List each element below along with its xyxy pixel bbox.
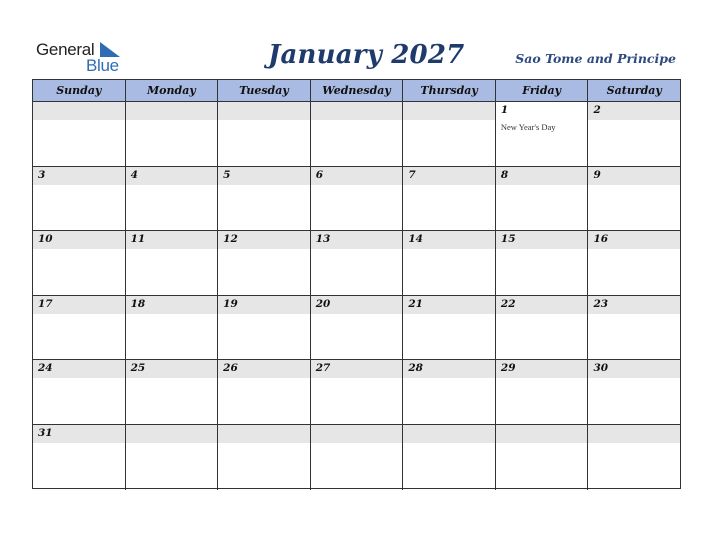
day-number-band	[311, 167, 403, 185]
week-row	[33, 167, 680, 232]
day-number: 12	[223, 233, 238, 246]
day-number: 7	[408, 168, 416, 181]
calendar-grid	[32, 79, 681, 489]
day-number-band	[218, 425, 310, 443]
week-row	[33, 102, 680, 167]
weekday-label: Tuesday	[218, 80, 311, 101]
logo-triangle-icon	[100, 42, 120, 57]
day-number-band	[496, 102, 588, 120]
day-cell[interactable]	[126, 360, 219, 424]
weekday-label: Sunday	[33, 80, 126, 101]
day-number: 9	[593, 168, 601, 181]
day-number-band	[403, 102, 495, 120]
day-cell[interactable]	[496, 425, 589, 490]
day-number: 17	[38, 297, 53, 310]
day-number: 3	[38, 168, 46, 181]
weeks-container	[33, 102, 680, 490]
day-number: 31	[38, 426, 53, 439]
day-cell[interactable]	[588, 167, 680, 231]
day-number-band	[496, 167, 588, 185]
week-row	[33, 360, 680, 425]
day-number-band	[33, 102, 125, 120]
day-cell[interactable]	[33, 360, 126, 424]
day-number-band	[588, 102, 680, 120]
day-cell[interactable]	[496, 296, 589, 360]
day-number-band	[588, 167, 680, 185]
day-cell[interactable]	[218, 167, 311, 231]
day-number: 28	[408, 362, 423, 375]
day-cell[interactable]	[126, 167, 219, 231]
day-number: 14	[408, 233, 423, 246]
weekday-label: Thursday	[403, 80, 496, 101]
day-cell[interactable]	[403, 167, 496, 231]
day-cell[interactable]	[218, 425, 311, 490]
day-cell[interactable]	[33, 102, 126, 166]
day-cell[interactable]	[126, 425, 219, 490]
day-cell[interactable]	[588, 360, 680, 424]
day-number-band	[403, 425, 495, 443]
day-number-band	[218, 167, 310, 185]
day-cell[interactable]	[126, 296, 219, 360]
day-number: 21	[408, 297, 423, 310]
day-cell[interactable]	[218, 360, 311, 424]
day-number: 4	[130, 168, 138, 181]
weekday-label: Wednesday	[311, 80, 404, 101]
country-name: Sao Tome and Principe	[515, 51, 676, 66]
logo	[36, 40, 136, 74]
day-number: 6	[315, 168, 324, 181]
day-cell[interactable]	[311, 231, 404, 295]
day-cell[interactable]	[33, 167, 126, 231]
day-cell[interactable]	[311, 296, 404, 360]
day-cell[interactable]	[33, 425, 126, 490]
day-number-band	[33, 167, 125, 185]
day-cell[interactable]	[311, 167, 404, 231]
day-cell[interactable]	[496, 167, 589, 231]
day-cell[interactable]	[588, 231, 680, 295]
day-cell[interactable]	[33, 231, 126, 295]
day-cell[interactable]	[311, 425, 404, 490]
holiday-label: New Year's Day	[500, 122, 556, 132]
day-cell[interactable]	[403, 360, 496, 424]
day-number-band	[311, 425, 403, 443]
day-number: 16	[593, 233, 609, 246]
day-number: 15	[500, 233, 516, 246]
day-cell[interactable]	[126, 102, 219, 166]
day-number: 23	[593, 297, 609, 310]
day-number: 30	[593, 362, 609, 375]
weekday-header	[33, 80, 680, 102]
day-number: 29	[500, 362, 516, 375]
logo-word-general: General	[36, 40, 95, 59]
day-number: 13	[315, 233, 331, 246]
day-number: 26	[223, 362, 238, 375]
day-number: 18	[130, 297, 146, 310]
week-row	[33, 296, 680, 361]
calendar-title: January 2027	[268, 40, 465, 70]
day-number: 5	[223, 168, 231, 181]
day-number-band	[218, 102, 310, 120]
day-number: 1	[500, 104, 509, 116]
day-cell[interactable]	[218, 296, 311, 360]
day-cell[interactable]	[403, 296, 496, 360]
day-cell[interactable]	[588, 425, 680, 490]
day-number: 8	[500, 168, 509, 181]
day-cell[interactable]	[403, 231, 496, 295]
weekday-label: Monday	[126, 80, 219, 101]
day-cell[interactable]	[496, 360, 589, 424]
day-number: 27	[315, 362, 331, 375]
day-number-band	[588, 425, 680, 443]
day-cell[interactable]	[588, 102, 680, 166]
day-cell[interactable]	[33, 296, 126, 360]
day-number-band	[126, 425, 218, 443]
day-number: 20	[315, 297, 331, 310]
day-cell[interactable]	[126, 231, 219, 295]
weekday-label: Friday	[496, 80, 589, 101]
day-number: 25	[130, 362, 146, 375]
day-cell[interactable]	[496, 231, 589, 295]
day-cell[interactable]	[588, 296, 680, 360]
day-number-band	[403, 167, 495, 185]
day-cell[interactable]	[218, 102, 311, 166]
day-number-band	[311, 102, 403, 120]
day-cell[interactable]	[311, 360, 404, 424]
day-cell[interactable]	[403, 425, 496, 490]
day-number: 22	[500, 297, 516, 310]
week-row	[33, 231, 680, 296]
day-number: 24	[38, 362, 53, 375]
week-row	[33, 425, 680, 490]
day-number: 19	[223, 297, 238, 310]
day-number: 10	[38, 233, 53, 246]
day-number-band	[126, 102, 218, 120]
day-cell[interactable]	[403, 102, 496, 166]
day-number-band	[496, 425, 588, 443]
day-number-band	[126, 167, 218, 185]
day-cell[interactable]	[311, 102, 404, 166]
day-number: 11	[130, 233, 146, 246]
weekday-label: Saturday	[606, 84, 662, 97]
day-number: 2	[593, 104, 601, 116]
day-cell[interactable]	[218, 231, 311, 295]
day-cell[interactable]	[496, 102, 589, 166]
logo-word-blue: Blue	[86, 56, 119, 75]
